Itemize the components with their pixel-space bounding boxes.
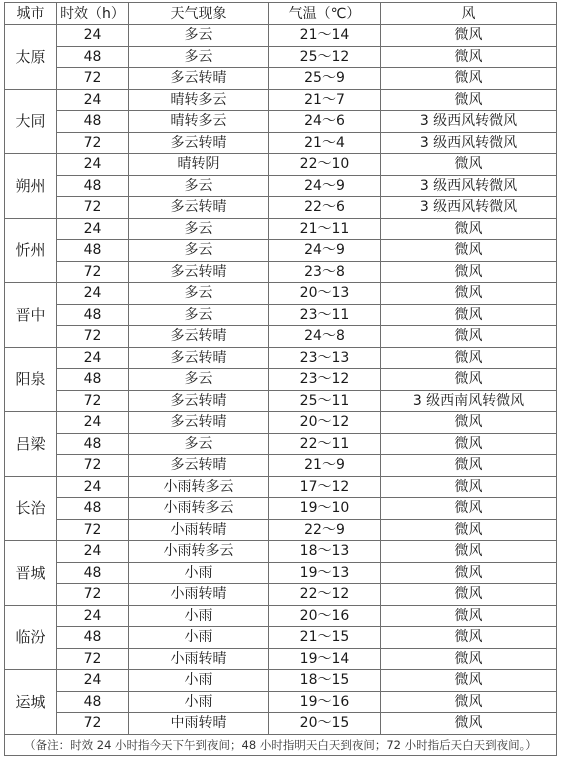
temperature-cell: 23～13 [269, 347, 381, 369]
wind-cell: 3 级西风转微风 [381, 111, 557, 133]
table-row [5, 89, 557, 111]
table-row [5, 412, 557, 434]
weather-cell: 小雨 [129, 605, 269, 627]
period-cell: 48 [57, 562, 129, 584]
period-cell: 48 [57, 498, 129, 520]
table-row [5, 154, 557, 176]
weather-cell: 多云 [129, 304, 269, 326]
table-row [5, 390, 557, 412]
temperature-cell: 21～9 [269, 455, 381, 477]
temperature-cell: 20～12 [269, 412, 381, 434]
city-cell: 临汾 [5, 605, 57, 670]
period-cell: 72 [57, 584, 129, 606]
temperature-cell: 24～6 [269, 111, 381, 133]
period-cell: 72 [57, 519, 129, 541]
city-cell: 晋城 [5, 541, 57, 606]
weather-cell: 多云 [129, 175, 269, 197]
table-row [5, 68, 557, 90]
weather-cell: 多云 [129, 433, 269, 455]
temperature-cell: 19～10 [269, 498, 381, 520]
period-cell: 24 [57, 89, 129, 111]
period-cell: 48 [57, 433, 129, 455]
temperature-cell: 23～12 [269, 369, 381, 391]
wind-cell: 微风 [381, 218, 557, 240]
wind-cell: 微风 [381, 89, 557, 111]
temperature-cell: 17～12 [269, 476, 381, 498]
wind-cell: 微风 [381, 670, 557, 692]
weather-cell: 小雨 [129, 627, 269, 649]
wind-cell: 微风 [381, 584, 557, 606]
note-text: （备注：时效 24 小时指今天下午到夜间；48 小时指明天白天到夜间；72 小时指后天白天到夜间。） [5, 734, 557, 756]
temperature-cell: 21～15 [269, 627, 381, 649]
period-cell: 24 [57, 412, 129, 434]
table-row [5, 498, 557, 520]
table-row [5, 519, 557, 541]
period-cell: 72 [57, 455, 129, 477]
weather-cell: 多云转晴 [129, 412, 269, 434]
weather-cell: 多云 [129, 46, 269, 68]
weather-cell: 晴转多云 [129, 111, 269, 133]
table-row [5, 197, 557, 219]
weather-cell: 多云 [129, 25, 269, 47]
forecast-body [5, 25, 557, 735]
city-cell: 晋中 [5, 283, 57, 348]
header-temperature: 气温（℃） [269, 3, 381, 25]
weather-cell: 小雨 [129, 670, 269, 692]
wind-cell: 微风 [381, 605, 557, 627]
temperature-cell: 19～14 [269, 648, 381, 670]
period-cell: 48 [57, 304, 129, 326]
table-row [5, 476, 557, 498]
wind-cell: 3 级西风转微风 [381, 197, 557, 219]
period-cell: 72 [57, 648, 129, 670]
period-cell: 72 [57, 261, 129, 283]
header-city: 城市 [5, 3, 57, 25]
temperature-cell: 22～9 [269, 519, 381, 541]
table-row [5, 605, 557, 627]
city-cell: 朔州 [5, 154, 57, 219]
period-cell: 72 [57, 132, 129, 154]
header-wind: 风 [381, 3, 557, 25]
table-row [5, 627, 557, 649]
wind-cell: 微风 [381, 304, 557, 326]
period-cell: 24 [57, 347, 129, 369]
wind-cell: 微风 [381, 283, 557, 305]
weather-cell: 小雨转多云 [129, 541, 269, 563]
header-period: 时效（h） [57, 3, 129, 25]
table-row [5, 670, 557, 692]
period-cell: 24 [57, 605, 129, 627]
table-row [5, 691, 557, 713]
period-cell: 24 [57, 283, 129, 305]
period-cell: 48 [57, 111, 129, 133]
temperature-cell: 18～15 [269, 670, 381, 692]
city-cell: 忻州 [5, 218, 57, 283]
period-cell: 72 [57, 326, 129, 348]
temperature-cell: 24～8 [269, 326, 381, 348]
table-row [5, 648, 557, 670]
period-cell: 72 [57, 390, 129, 412]
city-cell: 太原 [5, 25, 57, 90]
wind-cell: 微风 [381, 519, 557, 541]
table-row [5, 541, 557, 563]
wind-cell: 微风 [381, 455, 557, 477]
period-cell: 48 [57, 627, 129, 649]
period-cell: 48 [57, 240, 129, 262]
table-row [5, 584, 557, 606]
wind-cell: 微风 [381, 648, 557, 670]
wind-cell: 微风 [381, 412, 557, 434]
weather-cell: 多云转晴 [129, 326, 269, 348]
temperature-cell: 23～11 [269, 304, 381, 326]
temperature-cell: 22～11 [269, 433, 381, 455]
period-cell: 24 [57, 218, 129, 240]
weather-cell: 小雨转多云 [129, 476, 269, 498]
temperature-cell: 21～4 [269, 132, 381, 154]
temperature-cell: 20～15 [269, 713, 381, 735]
wind-cell: 微风 [381, 326, 557, 348]
city-cell: 大同 [5, 89, 57, 154]
wind-cell: 3 级西风转微风 [381, 132, 557, 154]
weather-cell: 多云 [129, 218, 269, 240]
table-row [5, 713, 557, 735]
city-cell: 长治 [5, 476, 57, 541]
table-row [5, 283, 557, 305]
period-cell: 24 [57, 476, 129, 498]
period-cell: 48 [57, 369, 129, 391]
table-row [5, 304, 557, 326]
city-cell: 阳泉 [5, 347, 57, 412]
temperature-cell: 20～13 [269, 283, 381, 305]
temperature-cell: 21～11 [269, 218, 381, 240]
wind-cell: 微风 [381, 541, 557, 563]
weather-cell: 小雨 [129, 562, 269, 584]
temperature-cell: 22～6 [269, 197, 381, 219]
wind-cell: 微风 [381, 68, 557, 90]
temperature-cell: 21～7 [269, 89, 381, 111]
forecast-table-container [4, 2, 557, 756]
period-cell: 24 [57, 154, 129, 176]
table-row [5, 562, 557, 584]
wind-cell: 微风 [381, 240, 557, 262]
temperature-cell: 19～13 [269, 562, 381, 584]
period-cell: 48 [57, 175, 129, 197]
forecast-table [4, 2, 557, 756]
period-cell: 24 [57, 25, 129, 47]
wind-cell: 微风 [381, 369, 557, 391]
weather-cell: 多云转晴 [129, 390, 269, 412]
temperature-cell: 21～14 [269, 25, 381, 47]
temperature-cell: 25～12 [269, 46, 381, 68]
weather-cell: 小雨转晴 [129, 648, 269, 670]
table-row [5, 25, 557, 47]
note-row [5, 734, 557, 756]
table-row [5, 240, 557, 262]
weather-cell: 多云转晴 [129, 132, 269, 154]
temperature-cell: 23～8 [269, 261, 381, 283]
weather-cell: 多云转晴 [129, 455, 269, 477]
table-row [5, 218, 557, 240]
wind-cell: 微风 [381, 498, 557, 520]
table-row [5, 132, 557, 154]
weather-cell: 多云转晴 [129, 347, 269, 369]
weather-cell: 小雨 [129, 691, 269, 713]
wind-cell: 微风 [381, 433, 557, 455]
table-row [5, 175, 557, 197]
table-row [5, 46, 557, 68]
period-cell: 72 [57, 68, 129, 90]
weather-cell: 多云转晴 [129, 261, 269, 283]
temperature-cell: 25～11 [269, 390, 381, 412]
wind-cell: 微风 [381, 562, 557, 584]
wind-cell: 微风 [381, 154, 557, 176]
weather-cell: 多云 [129, 369, 269, 391]
temperature-cell: 24～9 [269, 175, 381, 197]
period-cell: 48 [57, 691, 129, 713]
weather-cell: 多云转晴 [129, 68, 269, 90]
header-weather: 天气现象 [129, 3, 269, 25]
temperature-cell: 18～13 [269, 541, 381, 563]
city-cell: 运城 [5, 670, 57, 735]
weather-cell: 多云 [129, 283, 269, 305]
weather-cell: 晴转阴 [129, 154, 269, 176]
weather-cell: 中雨转晴 [129, 713, 269, 735]
table-row [5, 261, 557, 283]
wind-cell: 3 级西南风转微风 [381, 390, 557, 412]
period-cell: 72 [57, 197, 129, 219]
period-cell: 24 [57, 541, 129, 563]
wind-cell: 3 级西风转微风 [381, 175, 557, 197]
table-row [5, 347, 557, 369]
temperature-cell: 20～16 [269, 605, 381, 627]
period-cell: 72 [57, 713, 129, 735]
weather-cell: 多云 [129, 240, 269, 262]
temperature-cell: 22～12 [269, 584, 381, 606]
temperature-cell: 25～9 [269, 68, 381, 90]
period-cell: 48 [57, 46, 129, 68]
wind-cell: 微风 [381, 46, 557, 68]
wind-cell: 微风 [381, 627, 557, 649]
table-row [5, 433, 557, 455]
wind-cell: 微风 [381, 347, 557, 369]
header-row [5, 3, 557, 25]
wind-cell: 微风 [381, 713, 557, 735]
table-row [5, 455, 557, 477]
weather-cell: 小雨转多云 [129, 498, 269, 520]
weather-cell: 小雨转晴 [129, 519, 269, 541]
city-cell: 吕梁 [5, 412, 57, 477]
weather-cell: 晴转多云 [129, 89, 269, 111]
weather-cell: 小雨转晴 [129, 584, 269, 606]
table-row [5, 326, 557, 348]
temperature-cell: 22～10 [269, 154, 381, 176]
weather-cell: 多云转晴 [129, 197, 269, 219]
table-row [5, 111, 557, 133]
wind-cell: 微风 [381, 261, 557, 283]
temperature-cell: 19～16 [269, 691, 381, 713]
table-row [5, 369, 557, 391]
period-cell: 24 [57, 670, 129, 692]
wind-cell: 微风 [381, 25, 557, 47]
wind-cell: 微风 [381, 691, 557, 713]
temperature-cell: 24～9 [269, 240, 381, 262]
wind-cell: 微风 [381, 476, 557, 498]
